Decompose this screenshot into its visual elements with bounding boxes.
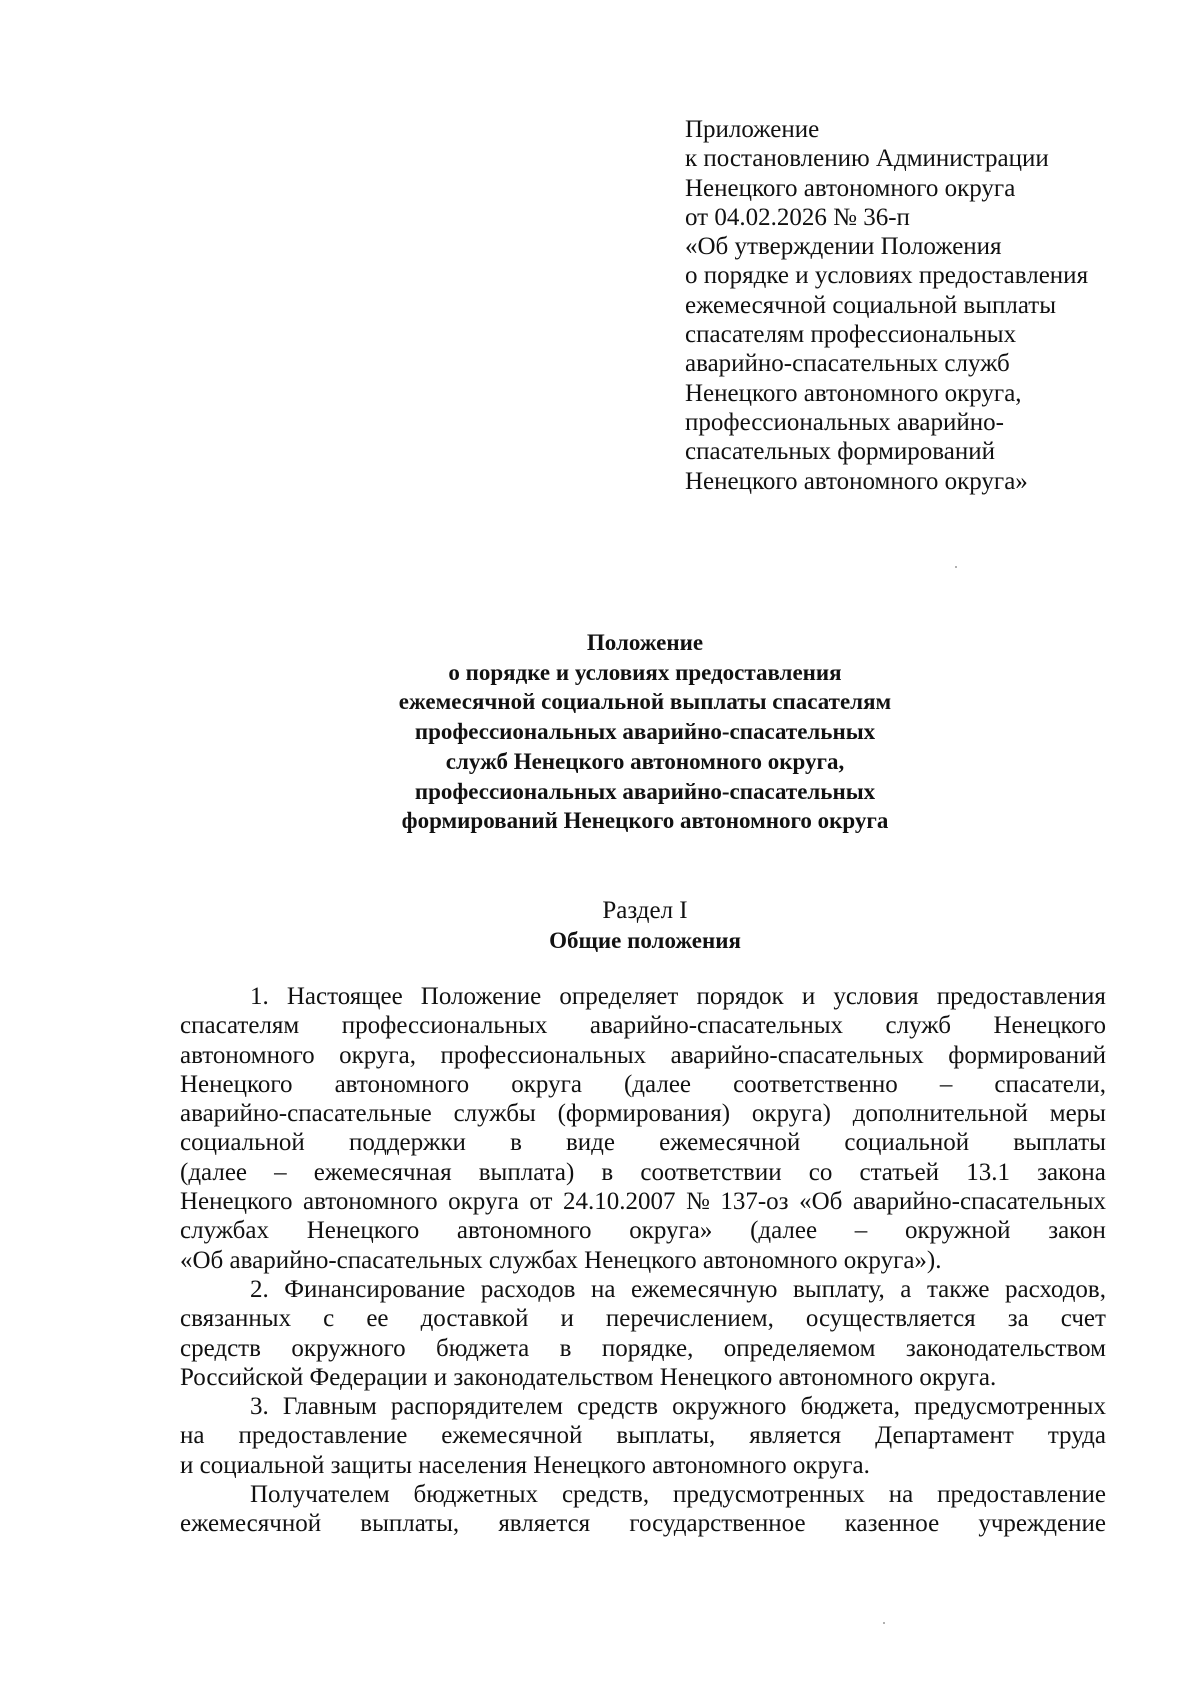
word: бюджетных: [413, 1481, 539, 1509]
word: аварийно-спасательных: [670, 1041, 924, 1069]
appendix-line: Ненецкого автономного округа,: [685, 379, 1022, 407]
word: (формирования): [557, 1100, 731, 1128]
word: со: [808, 1158, 833, 1186]
word: выплаты: [1013, 1129, 1106, 1157]
section-name: Общие положения: [549, 928, 741, 953]
word: поддержки: [348, 1129, 466, 1157]
word: учреждение: [978, 1510, 1106, 1538]
scan-speck: [883, 1622, 885, 1624]
word: является: [749, 1422, 842, 1450]
word: ежемесячную: [631, 1275, 778, 1303]
word: в: [510, 1129, 522, 1157]
word: закон: [1048, 1217, 1106, 1245]
appendix-line: спасателям профессиональных: [685, 321, 1017, 349]
word: Департамент: [875, 1422, 1014, 1450]
word: Ненецкого: [993, 1012, 1106, 1040]
word: дополнительной: [852, 1100, 1028, 1128]
word: –: [939, 1070, 953, 1098]
word: профессиональных: [440, 1041, 647, 1069]
appendix-line: «Об утверждении Положения: [685, 233, 1002, 261]
title-line: профессиональных аварийно-спасательных: [414, 778, 876, 804]
word: средств: [577, 1393, 659, 1421]
paragraph-line: [180, 1480, 1106, 1509]
word: социальной: [844, 1129, 970, 1157]
word: «Об: [799, 1188, 843, 1216]
appendix-line: к постановлению Администрации: [685, 145, 1049, 173]
title-line: о порядке и условиях предоставления: [448, 659, 842, 685]
appendix-line: Ненецкого автономного округа»: [685, 467, 1028, 495]
word: служб: [885, 1012, 951, 1040]
word: является: [498, 1510, 591, 1538]
word: на: [591, 1275, 616, 1303]
word: за: [1007, 1305, 1029, 1333]
word: аварийно-спасательные: [180, 1100, 432, 1128]
word: меры: [1049, 1100, 1106, 1128]
word: (далее: [750, 1217, 818, 1245]
word: службах: [180, 1217, 270, 1245]
document-title: [180, 628, 1110, 836]
paragraph-line: и социальной защиты населения Ненецкого автономного округа.: [180, 1451, 870, 1479]
word: законодательством: [905, 1334, 1106, 1362]
word: ее: [366, 1305, 389, 1333]
word: определяет: [559, 983, 679, 1010]
word: соответствии: [640, 1158, 782, 1186]
word: определяемом: [723, 1334, 876, 1362]
word: Положение: [420, 983, 542, 1010]
word: на: [180, 1422, 205, 1450]
word: предоставление: [238, 1422, 408, 1450]
word: автономного: [456, 1217, 592, 1245]
section-heading: [180, 896, 1110, 956]
word: выплата): [478, 1158, 575, 1186]
word: формирований: [948, 1041, 1106, 1069]
word: автономного: [334, 1070, 470, 1098]
word: соответственно: [733, 1070, 898, 1098]
word: 2.: [250, 1275, 269, 1303]
word: перечислением,: [605, 1305, 774, 1333]
paragraph-line: [180, 1041, 1106, 1070]
word: порядок: [696, 983, 784, 1010]
word: округа»: [629, 1217, 713, 1245]
word: спасатели,: [994, 1070, 1106, 1098]
appendix-line: о порядке и условиях предоставления: [685, 262, 1089, 290]
word: условия: [833, 983, 919, 1010]
word: 137-оз: [720, 1188, 789, 1216]
word: расходов,: [1005, 1275, 1106, 1303]
paragraph: [180, 1275, 1106, 1392]
word: округа: [448, 1188, 519, 1216]
paragraph-line: [180, 1158, 1106, 1187]
word: бюджета,: [800, 1393, 901, 1421]
word: ежемесячной: [180, 1510, 322, 1538]
paragraph-line: [180, 1509, 1106, 1538]
title-line: служб Ненецкого автономного округа,: [445, 748, 845, 774]
word: автономного: [303, 1188, 438, 1216]
paragraph-line: «Об аварийно-спасательных службах Ненецкого автономного округа»).: [180, 1246, 942, 1274]
word: доставкой: [420, 1305, 529, 1333]
word: окружного: [672, 1393, 787, 1421]
word: 13.1: [966, 1158, 1010, 1186]
word: окружной: [904, 1217, 1011, 1245]
word: 3.: [250, 1393, 269, 1421]
word: Получателем: [250, 1481, 390, 1509]
scan-speck: [955, 566, 957, 568]
appendix-line: спасательных формирований: [685, 438, 995, 466]
word: автономного: [180, 1041, 315, 1069]
paragraph: [180, 982, 1106, 1275]
section-number: Раздел I: [602, 897, 688, 924]
word: предусмотренных: [914, 1393, 1106, 1421]
word: –: [854, 1217, 868, 1245]
word: Настоящее: [286, 983, 403, 1010]
word: расходов: [480, 1275, 576, 1303]
word: Главным: [282, 1393, 377, 1421]
paragraph-line: [180, 1099, 1106, 1128]
word: ежемесячная: [313, 1158, 452, 1186]
word: на: [888, 1481, 914, 1509]
paragraph-line: [180, 1216, 1106, 1245]
word: и: [801, 983, 816, 1010]
title-line: формирований Ненецкого автономного округа: [401, 808, 889, 834]
paragraph-line: [180, 1187, 1106, 1216]
word: распорядителем: [390, 1393, 564, 1421]
title-line: профессиональных аварийно-спасательных: [414, 719, 876, 745]
word: выплаты,: [360, 1510, 460, 1538]
paragraph-line: [180, 1070, 1106, 1099]
appendix-line: ежемесячной социальной выплаты: [685, 291, 1057, 319]
appendix-line: от 04.02.2026 № 36-п: [685, 203, 910, 231]
word: (далее: [623, 1070, 692, 1098]
word: ежемесячной: [659, 1129, 801, 1157]
word: (далее: [180, 1158, 248, 1186]
word: службы: [453, 1100, 536, 1128]
word: закона: [1037, 1158, 1106, 1186]
word: виде: [566, 1129, 615, 1157]
word: а: [900, 1275, 912, 1303]
word: округа: [511, 1070, 582, 1098]
word: казенное: [844, 1510, 940, 1538]
word: осуществляется: [805, 1305, 976, 1333]
paragraph-line: Российской Федерации и законодательством Ненецкого автономного округа.: [180, 1363, 997, 1391]
word: статьей: [859, 1158, 940, 1186]
word: Финансирование: [284, 1275, 466, 1303]
title-line: ежемесячной социальной выплаты спасателям: [398, 689, 892, 715]
word: государственное: [629, 1510, 806, 1538]
word: социальной: [180, 1129, 305, 1157]
word: с: [323, 1305, 335, 1333]
word: Ненецкого: [180, 1070, 293, 1098]
word: в: [601, 1158, 614, 1186]
appendix-line: профессиональных аварийно-: [685, 408, 1004, 436]
word: аварийно-спасательных: [589, 1012, 844, 1040]
word: от: [529, 1188, 553, 1216]
paragraph-line: [180, 1421, 1106, 1450]
word: Ненецкого: [306, 1217, 420, 1245]
word: связанных: [180, 1305, 292, 1333]
word: труда: [1047, 1422, 1106, 1450]
word: окружного: [291, 1334, 406, 1362]
word: и: [560, 1305, 574, 1333]
appendix-header: [685, 115, 1155, 496]
paragraph: [180, 1392, 1106, 1480]
word: также: [926, 1275, 990, 1303]
word: в: [559, 1334, 572, 1362]
word: средств: [180, 1334, 261, 1362]
word: –: [274, 1158, 287, 1186]
word: округа,: [339, 1041, 417, 1069]
word: округа): [751, 1100, 831, 1128]
word: предоставления: [936, 983, 1106, 1010]
paragraph-line: [180, 1304, 1106, 1333]
appendix-line: Приложение: [685, 116, 820, 143]
word: ежемесячной: [441, 1422, 583, 1450]
word: бюджета: [436, 1334, 530, 1362]
word: профессиональных: [341, 1012, 548, 1040]
appendix-line: Ненецкого автономного округа: [685, 174, 1016, 202]
word: №: [685, 1188, 710, 1216]
word: порядке,: [601, 1334, 694, 1362]
appendix-line: аварийно-спасательных служб: [685, 350, 1010, 378]
document-body: [180, 982, 1106, 1539]
word: предоставление: [937, 1481, 1106, 1509]
word: выплату,: [792, 1275, 885, 1303]
word: предусмотренных: [673, 1481, 865, 1509]
title-line: Положение: [586, 630, 704, 655]
paragraph-line: [180, 1392, 1106, 1421]
paragraph-line: [180, 982, 1106, 1011]
word: выплаты,: [616, 1422, 716, 1450]
paragraph-line: [180, 1128, 1106, 1157]
paragraph-line: [180, 1275, 1106, 1304]
word: 1.: [250, 983, 269, 1010]
paragraph: [180, 1480, 1106, 1539]
word: средств,: [561, 1481, 650, 1509]
word: аварийно-спасательных: [852, 1188, 1106, 1216]
word: спасателям: [180, 1012, 300, 1040]
paragraph-line: [180, 1011, 1106, 1040]
word: счет: [1060, 1305, 1106, 1333]
paragraph-line: [180, 1334, 1106, 1363]
word: 24.10.2007: [562, 1188, 676, 1216]
word: Ненецкого: [180, 1188, 293, 1216]
